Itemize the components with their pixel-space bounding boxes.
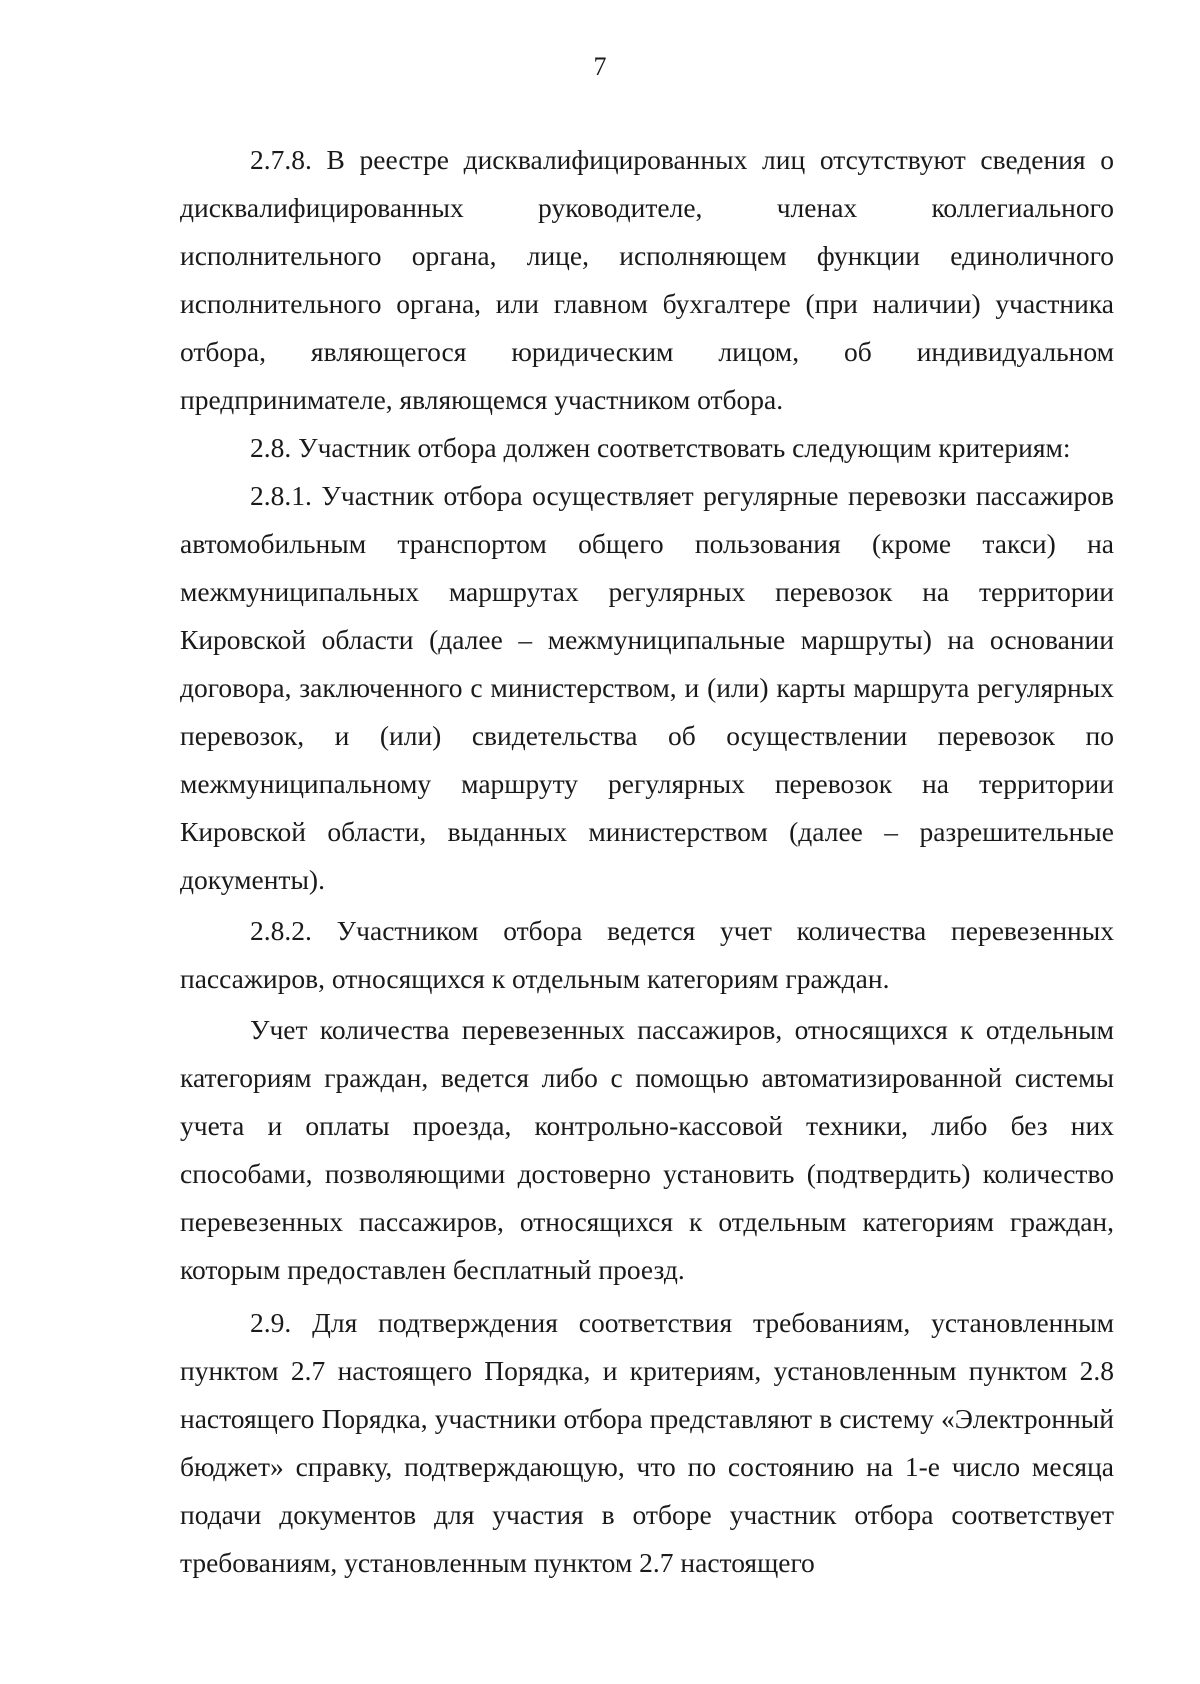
paragraph-accounting: Учет количества перевезенных пассажиров, относящихся к отдельным категориям граждан, ведется либо с помощью автоматизированной системы учета и оплаты проезда, контрольно-кассовой техники, либо без них способами, позволяющими достоверно установить (подтвердить) количество перевезенных пассажиров, относящихся к отдельным категориям граждан, которым предоставлен бесплатный проезд. (180, 1014, 1114, 1285)
paragraph-2-8-2: 2.8.2. Участником отбора ведется учет количества перевезенных пассажиров, относящихся к отдельным категориям граждан. (180, 915, 1114, 994)
paragraph-2-7-8: 2.7.8. В реестре дисквалифицированных лиц отсутствуют сведения о дисквалифицированных руководителе, членах коллегиального исполнительного органа, лице, исполняющем функции единоличного исполнительного органа, или главном бухгалтере (при наличии) участника отбора, являющегося юридическим лицом, об индивидуальном предпринимателе, являющемся участником отбора. (180, 144, 1114, 415)
paragraph-2-8: 2.8. Участник отбора должен соответствовать следующим критериям: (250, 432, 1071, 463)
page-number: 7 (593, 52, 607, 81)
paragraph-2-9: 2.9. Для подтверждения соответствия требованиям, установленным пунктом 2.7 настоящего Порядка, и критериям, установленным пунктом 2.8 настоящего Порядка, участники отбора представляют в систему «Электронный бюджет» справку, подтверждающую, что по состоянию на 1-е число месяца подачи документов для участия в отборе участник отбора соответствует требованиям, установленным пунктом 2.7 настоящего (180, 1307, 1114, 1578)
document-body (180, 136, 1114, 1587)
paragraph-2-8-1: 2.8.1. Участник отбора осуществляет регулярные перевозки пассажиров автомобильным транспортом общего пользования (кроме такси) на межмуниципальных маршрутах регулярных перевозок на территории Кировской области (далее – межмуниципальные маршруты) на основании договора, заключенного с министерством, и (или) карты маршрута регулярных перевозок, и (или) свидетельства об осуществлении перевозок по межмуниципальному маршруту регулярных перевозок на территории Кировской области, выданных министерством (далее – разрешительные документы). (180, 480, 1114, 895)
